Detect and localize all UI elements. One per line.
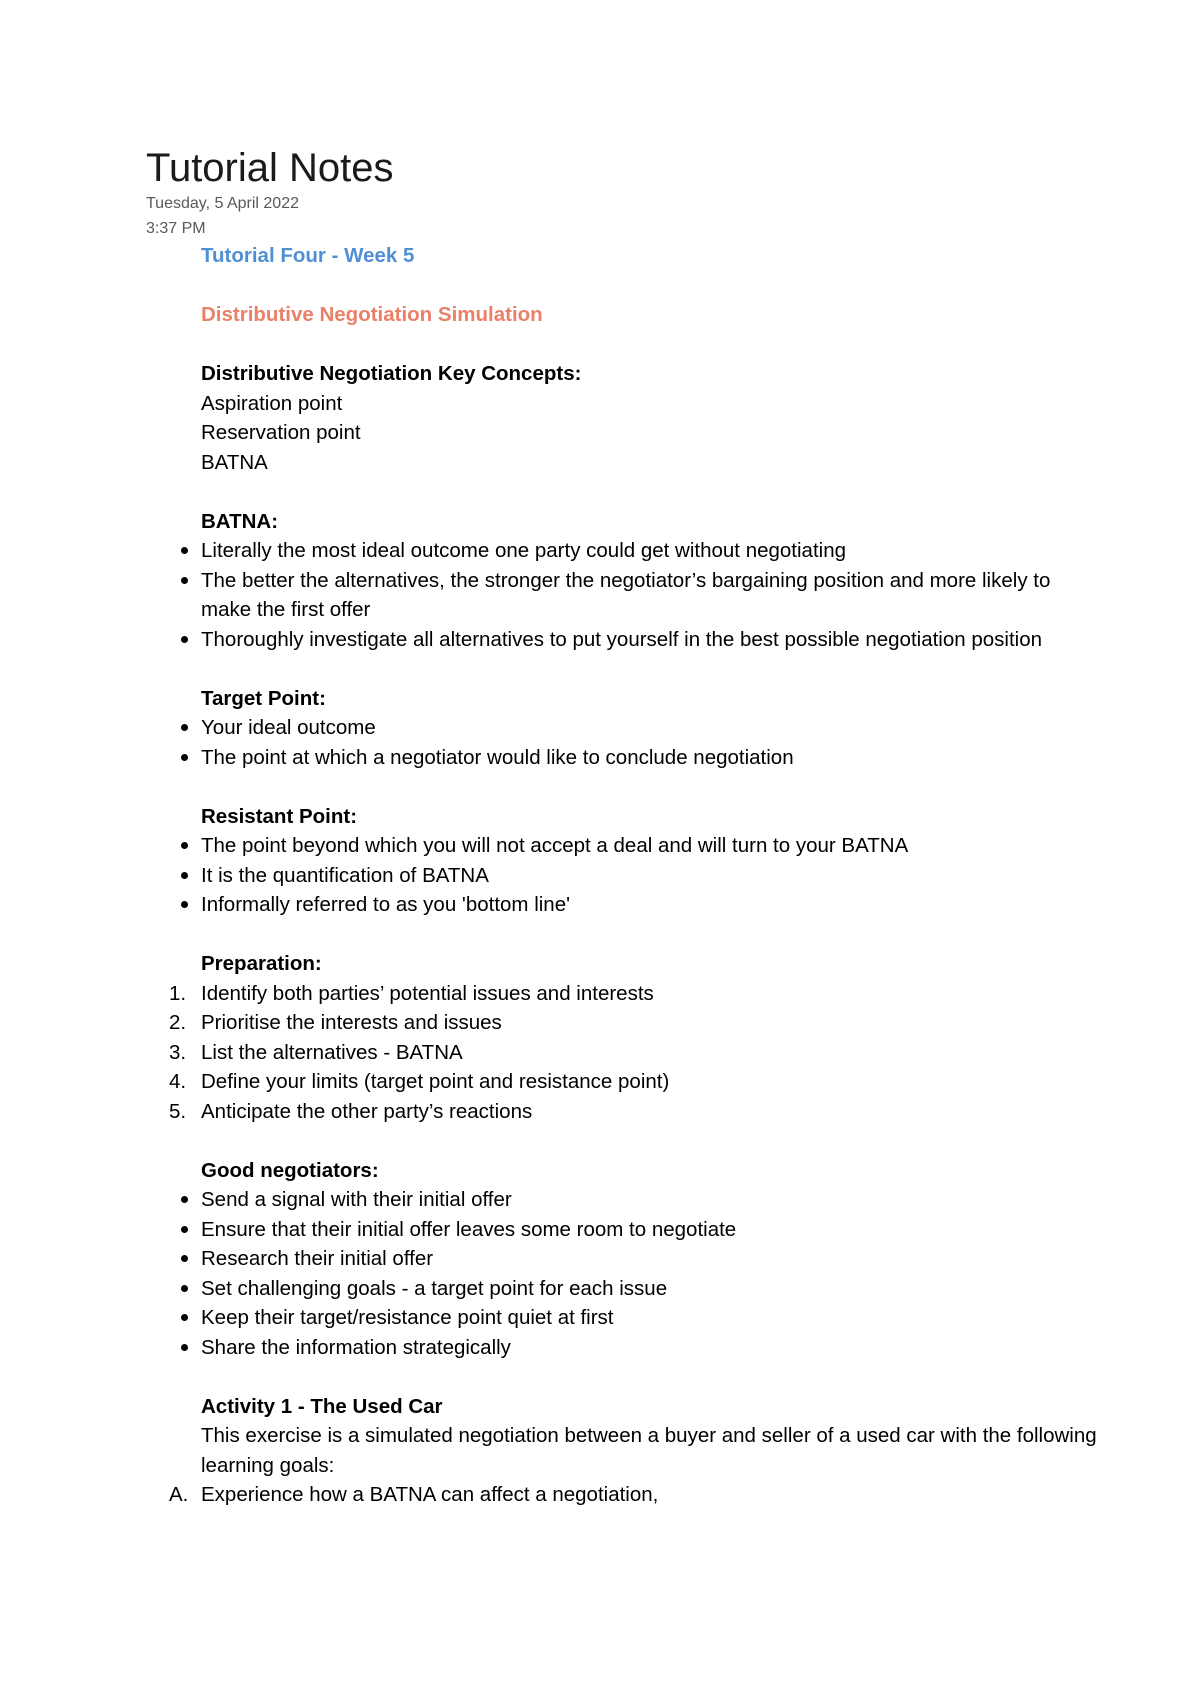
list-item: Thoroughly investigate all alternatives to put yourself in the best possible negotiation position xyxy=(201,625,1101,655)
bullet-icon xyxy=(181,1255,188,1262)
good-negotiators-list xyxy=(201,1185,1101,1362)
list-item: 3. List the alternatives - BATNA xyxy=(169,1040,463,1064)
list-item: Research their initial offer xyxy=(201,1244,1101,1274)
list-item: 2. Prioritise the interests and issues xyxy=(169,1011,502,1034)
batna-heading: BATNA: xyxy=(201,509,279,533)
key-concepts-heading: Distributive Negotiation Key Concepts: xyxy=(201,362,582,385)
bullet-icon xyxy=(181,1285,188,1292)
activity-goals-list xyxy=(169,1480,1101,1510)
resistant-point-heading: Resistant Point: xyxy=(201,804,358,828)
resistant-point-list xyxy=(201,831,1101,920)
bullet-icon xyxy=(181,1226,188,1233)
list-item: Ensure that their initial offer leaves some room to negotiate xyxy=(201,1215,1101,1245)
note-time: 3:37 PM xyxy=(146,220,206,237)
list-item: Aspiration point xyxy=(201,391,343,415)
list-item: Set challenging goals - a target point for each issue xyxy=(201,1274,1101,1304)
bullet-icon xyxy=(181,547,188,554)
list-item: BATNA xyxy=(201,450,268,474)
list-item: Send a signal with their initial offer xyxy=(201,1185,1101,1215)
bullet-icon xyxy=(181,1314,188,1321)
bullet-icon xyxy=(181,872,188,879)
good-negotiators-heading: Good negotiators: xyxy=(201,1158,379,1182)
activity-heading: Activity 1 - The Used Car xyxy=(201,1394,443,1418)
target-point-list xyxy=(201,713,1101,772)
simulation-heading: Distributive Negotiation Simulation xyxy=(201,303,543,326)
list-item: The point beyond which you will not accept a deal and will turn to your BATNA xyxy=(201,831,1101,861)
preparation-list xyxy=(169,979,1101,1127)
list-item: 5. Anticipate the other party’s reactions xyxy=(169,1099,533,1123)
batna-list xyxy=(201,536,1101,654)
bullet-icon xyxy=(181,1344,188,1351)
bullet-icon xyxy=(181,842,188,849)
note-date: Tuesday, 5 April 2022 xyxy=(146,195,299,212)
bullet-icon xyxy=(181,1196,188,1203)
bullet-icon xyxy=(181,901,188,908)
list-item: 4. Define your limits (target point and resistance point) xyxy=(169,1070,670,1093)
list-item: 1. Identify both parties’ potential issues and interests xyxy=(169,981,654,1005)
list-item: The better the alternatives, the stronger the negotiator’s bargaining position and more likely to make the first offer xyxy=(201,566,1101,625)
list-item: It is the quantification of BATNA xyxy=(201,861,1101,891)
target-point-heading: Target Point: xyxy=(201,686,326,710)
list-item: Your ideal outcome xyxy=(201,713,1101,743)
list-item: Keep their target/resistance point quiet at first xyxy=(201,1303,1101,1333)
list-item: Share the information strategically xyxy=(201,1333,1101,1363)
page-title: Tutorial Notes xyxy=(146,146,394,190)
list-item: Informally referred to as you 'bottom line' xyxy=(201,890,1101,920)
list-item: Literally the most ideal outcome one party could get without negotiating xyxy=(201,536,1101,566)
list-item: The point at which a negotiator would like to conclude negotiation xyxy=(201,743,1101,773)
bullet-icon xyxy=(181,724,188,731)
preparation-heading: Preparation: xyxy=(201,952,322,975)
note-content xyxy=(169,241,1101,1510)
list-item: A. Experience how a BATNA can affect a negotiation, xyxy=(169,1483,659,1506)
list-item: Reservation point xyxy=(201,421,361,444)
bullet-icon xyxy=(181,754,188,761)
week-heading: Tutorial Four - Week 5 xyxy=(201,244,415,267)
bullet-icon xyxy=(181,636,188,643)
activity-description: This exercise is a simulated negotiation between a buyer and seller of a used car with the following learning goals: xyxy=(201,1424,1097,1477)
bullet-icon xyxy=(181,577,188,584)
